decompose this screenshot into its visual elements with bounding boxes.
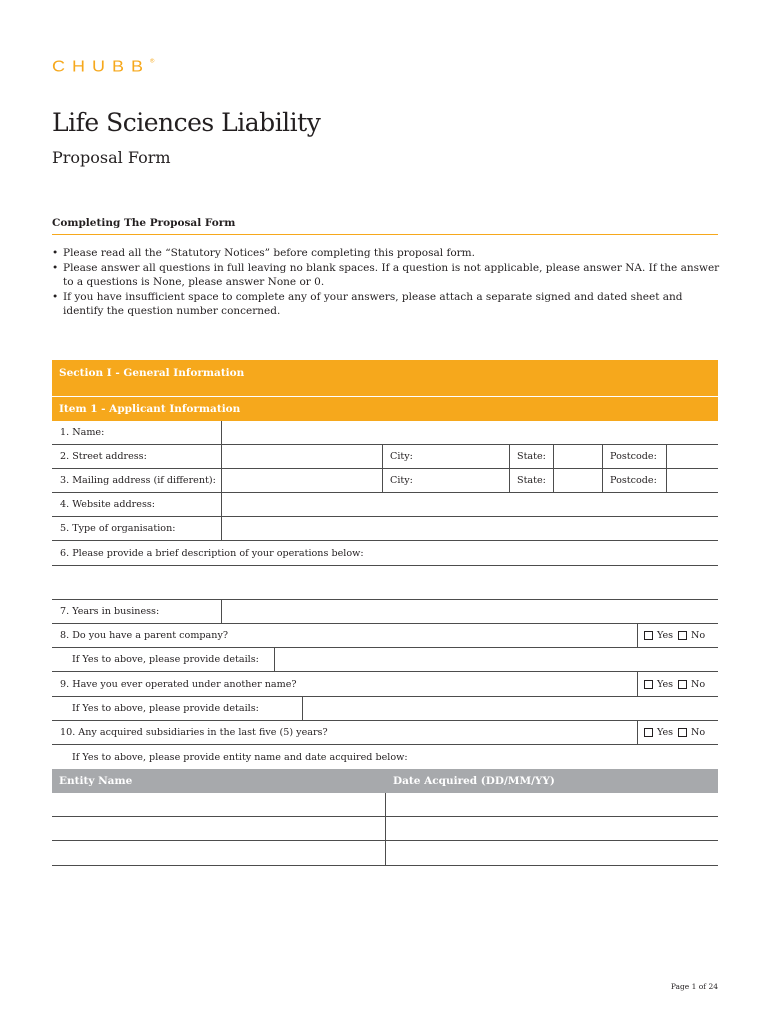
instructions-divider [52, 234, 718, 235]
entity-name-column-header: Entity Name [59, 775, 133, 787]
postcode-label: Postcode: [610, 475, 657, 486]
mailing-postcode-field[interactable] [667, 469, 718, 492]
organisation-type-label: 5. Type of organisation: [60, 523, 176, 534]
organisation-type-field[interactable] [222, 517, 718, 540]
name-label: 1. Name: [60, 427, 105, 438]
street-state-field[interactable] [554, 445, 602, 468]
acquired-subsidiaries-yes[interactable]: Yes [644, 721, 673, 744]
another-name-label: 9. Have you ever operated under another name? [60, 678, 297, 690]
checkbox-icon [644, 728, 653, 737]
street-address-field[interactable] [222, 445, 382, 468]
row-website [52, 493, 718, 517]
date-acquired-field[interactable] [386, 817, 718, 840]
city-label: City: [390, 451, 413, 462]
chubb-logo: CHUBB® [52, 58, 155, 75]
row-acquired-subsidiaries-details [52, 745, 718, 769]
website-field[interactable] [222, 493, 718, 516]
parent-company-details-field[interactable] [275, 648, 718, 671]
row-organisation-type [52, 517, 718, 541]
entity-table-row [52, 793, 718, 817]
date-acquired-field[interactable] [386, 793, 718, 816]
row-parent-company [52, 624, 718, 648]
another-name-no[interactable]: No [678, 672, 705, 696]
checkbox-icon [678, 680, 687, 689]
parent-company-label: 8. Do you have a parent company? [60, 630, 229, 641]
another-name-yes[interactable]: Yes [644, 672, 673, 696]
operations-field[interactable] [52, 566, 718, 600]
date-acquired-column-header: Date Acquired (DD/MM/YY) [393, 775, 555, 787]
entity-table-row [52, 841, 718, 866]
mailing-city-field[interactable] [442, 469, 509, 492]
street-address-label: 2. Street address: [60, 451, 147, 462]
parent-company-yes[interactable]: Yes [644, 624, 673, 647]
state-label: State: [517, 451, 546, 462]
date-acquired-field[interactable] [386, 841, 718, 865]
checkbox-icon [678, 728, 687, 737]
city-label: City: [390, 475, 413, 486]
page-number: Page 1 of 24 [670, 982, 718, 991]
mailing-address-field[interactable] [222, 469, 382, 492]
instructions-list [52, 246, 722, 319]
row-acquired-subsidiaries [52, 721, 718, 745]
row-name [52, 421, 718, 445]
entity-name-field[interactable] [52, 793, 385, 816]
years-in-business-label: 7. Years in business: [60, 606, 160, 617]
entity-name-field[interactable] [52, 841, 385, 865]
checkbox-icon [644, 631, 653, 640]
mailing-address-label: 3. Mailing address (if different): [60, 475, 216, 486]
years-in-business-field[interactable] [222, 600, 718, 623]
acquired-subsidiaries-label: 10. Any acquired subsidiaries in the last five (5) years? [60, 727, 328, 738]
checkbox-icon [678, 631, 687, 640]
page-subtitle: Proposal Form [52, 148, 171, 167]
street-postcode-field[interactable] [667, 445, 718, 468]
street-city-field[interactable] [442, 445, 509, 468]
operations-label: 6. Please provide a brief description of your operations below: [60, 547, 364, 559]
another-name-details-field[interactable] [303, 697, 718, 720]
row-parent-company-details [52, 648, 718, 672]
row-another-name-details [52, 697, 718, 721]
instructions-heading: Completing The Proposal Form [52, 217, 236, 229]
postcode-label: Postcode: [610, 451, 657, 462]
state-label: State: [517, 475, 546, 486]
checkbox-icon [644, 680, 653, 689]
row-another-name [52, 672, 718, 697]
instruction-item: • Please read all the “Statutory Notices” before completing this proposal form. [52, 246, 722, 261]
entity-name-field[interactable] [52, 817, 385, 840]
parent-company-no[interactable]: No [678, 624, 705, 647]
acquired-subsidiaries-no[interactable]: No [678, 721, 705, 744]
instruction-item: • If you have insufficient space to complete any of your answers, please attach a separate signed and dated sheet and identify the question number concerned. [52, 290, 722, 319]
item-header: Item 1 - Applicant Information [52, 397, 718, 421]
entity-table-header [52, 769, 718, 793]
name-field[interactable] [222, 421, 718, 444]
page-title: Life Sciences Liability [52, 108, 321, 137]
acquired-subsidiaries-details-label: If Yes to above, please provide entity name and date acquired below: [72, 751, 408, 763]
mailing-state-field[interactable] [554, 469, 602, 492]
row-operations-question [52, 541, 718, 566]
parent-company-details-label: If Yes to above, please provide details: [72, 654, 259, 665]
section-header: Section I - General Information [52, 360, 718, 396]
website-label: 4. Website address: [60, 499, 156, 510]
instruction-item: • Please answer all questions in full leaving no blank spaces. If a question is not applicable, please answer NA. If the answer to a questions is None, please answer None or 0. [52, 261, 722, 290]
row-street-address [52, 445, 718, 469]
row-mailing-address [52, 469, 718, 493]
another-name-details-label: If Yes to above, please provide details: [72, 703, 259, 714]
entity-table-row [52, 817, 718, 841]
row-years-in-business [52, 600, 718, 624]
